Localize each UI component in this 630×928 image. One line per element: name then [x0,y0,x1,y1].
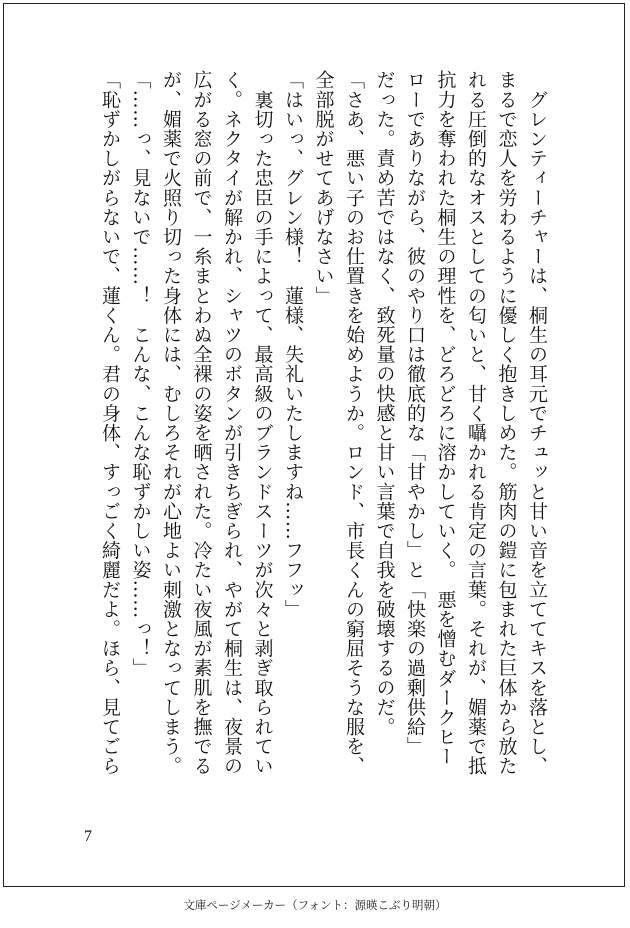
text-line: 「恥ずかしがらないで、蓮くん。君の身体、すっごく綺麗だよ。ほら、見てごら [99,70,121,776]
text-line: れる圧倒的なオスとしての匂いと、甘く囁かれる肯定の言葉。それが、媚薬で抵 [465,70,487,776]
text-line: く。ネクタイが解かれ、シャツのボタンが引きちぎられ、やがて桐生は、夜景の [221,70,243,776]
text-line: 「はいっ、グレン様！ 蓮様、失礼いたしますね……フフッ」 [282,70,304,619]
text-line: グレンティーチャーは、桐生の耳元でチュッと甘い音を立ててキスを落とし、 [526,70,548,776]
text-line: だった。責め苦ではなく、致死量の快感と甘い言葉で自我を破壊するのだ。 [373,70,396,737]
text-line: 抗力を奪われた桐生の理性を、どろどろに溶かしていく。 悪を憎むダークヒー [434,70,457,767]
novel-text-block [82,70,552,798]
text-line: ローでありながら、彼のやり口は徹底的な「甘やかし」と「快楽の過剰供給」 [404,70,426,756]
footer-caption: 文庫ページメーカー（フォント：源暎こぶり明朝） [183,898,447,912]
text-line: 広がる窓の前で、一糸まとわぬ全裸の姿を晒された。冷たい夜風が素肌を撫でる [190,70,213,776]
page-frame [3,3,625,887]
text-line: 「……っ、見ないで……！ こんな、こんな恥ずかしい姿……っ！」 [129,70,152,678]
text-line: が、媚薬で火照り切った身体には、むしろそれが心地よい刺激となってしまう。 [160,70,182,776]
text-line: 「さあ、悪い子のお仕置きを始めようか。ロンド、市長くんの窮屈そうな服を、 [343,70,365,776]
text-line: 全部脱がせてあげなさい」 [312,70,335,306]
text-line: 裏切った忠臣の手によって、最高級のブランドスーツが次々と剥ぎ取られてい [251,70,274,776]
page-number: 7 [84,828,92,845]
text-line: まるで恋人を労わるように優しく抱きしめた。筋肉の鎧に包まれた巨体から放た [495,70,518,776]
